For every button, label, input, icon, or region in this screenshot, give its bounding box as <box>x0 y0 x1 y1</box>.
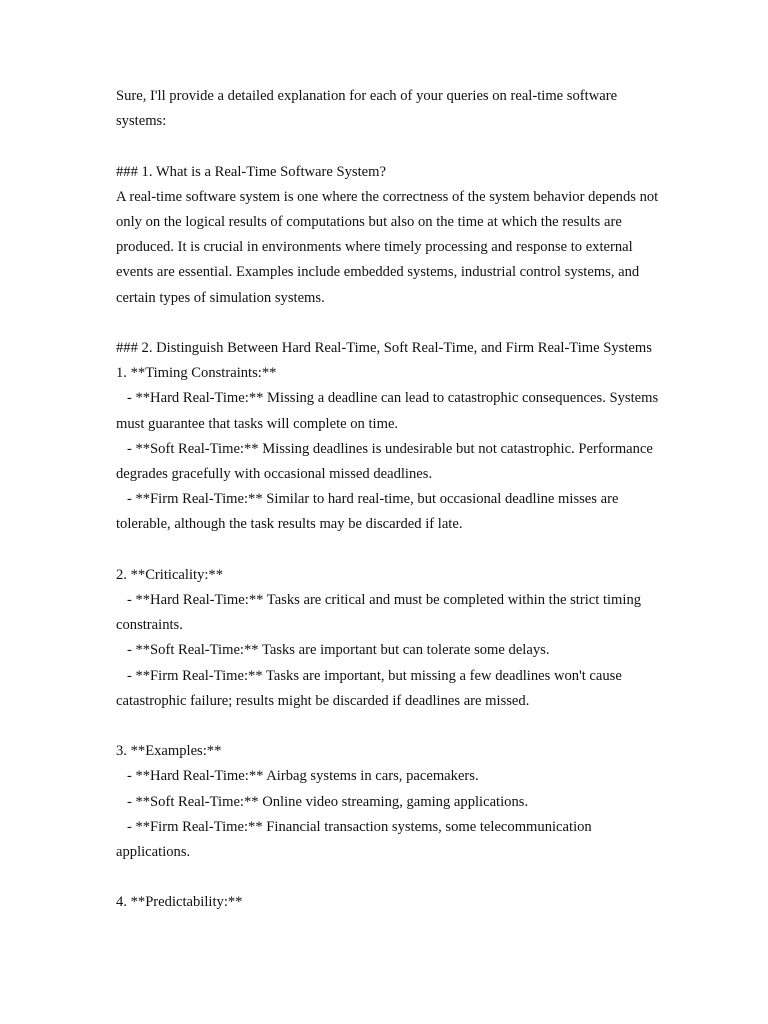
list-item-soft-examples: - **Soft Real-Time:** Online video streaming, gaming applications. <box>116 793 529 810</box>
point-timing-constraints-title: 1. **Timing Constraints:** <box>116 365 277 382</box>
point-predictability-title: 4. **Predictability:** <box>116 894 243 911</box>
spacer <box>116 865 661 890</box>
spacer <box>116 714 661 739</box>
section-2-heading: ### 2. Distinguish Between Hard Real-Time, Soft Real-Time, and Firm Real-Time Systems <box>116 340 652 356</box>
section-1-paragraph: A real-time software system is one where the correctness of the system behavior depends not only on the logical results of computations but also on the time at which the results are produced. It is crucial in environments where timely processing and response to external events are essential. Examples include embedded systems, industrial control systems, and certain types of simulation systems. <box>116 188 662 306</box>
list-item-soft-timing: - **Soft Real-Time:** Missing deadlines is undesirable but not catastrophic. Performance degrades gracefully with occasional missed deadlines. <box>116 440 657 483</box>
spacer <box>116 311 661 336</box>
spacer <box>116 538 661 563</box>
list-item-firm-examples: - **Firm Real-Time:** Financial transaction systems, some telecommunication applications. <box>116 818 596 861</box>
list-item-firm-timing: - **Firm Real-Time:** Similar to hard real-time, but occasional deadline misses are tolerable, although the task results may be discarded if late. <box>116 491 623 533</box>
list-item-soft-criticality: - **Soft Real-Time:** Tasks are important but can tolerate some delays. <box>116 642 550 659</box>
point-criticality-title: 2. **Criticality:** <box>116 566 224 583</box>
point-examples-title: 3. **Examples:** <box>116 743 222 760</box>
list-item-hard-examples: - **Hard Real-Time:** Airbag systems in cars, pacemakers. <box>116 768 479 785</box>
section-1-heading: ### 1. What is a Real-Time Software System? <box>116 163 386 180</box>
spacer <box>116 134 661 159</box>
intro-paragraph: Sure, I'll provide a detailed explanation for each of your queries on real-time software systems: <box>116 88 621 130</box>
document-body <box>116 84 661 916</box>
list-item-firm-criticality: - **Firm Real-Time:** Tasks are important, but missing a few deadlines won't cause catastrophic failure; results might be discarded if deadlines are missed. <box>116 667 626 709</box>
list-item-hard-criticality: - **Hard Real-Time:** Tasks are critical and must be completed within the strict timing constraints. <box>116 592 645 634</box>
list-item-hard-timing: - **Hard Real-Time:** Missing a deadline can lead to catastrophic consequences. Systems must guarantee that tasks will complete on time. <box>116 390 662 432</box>
